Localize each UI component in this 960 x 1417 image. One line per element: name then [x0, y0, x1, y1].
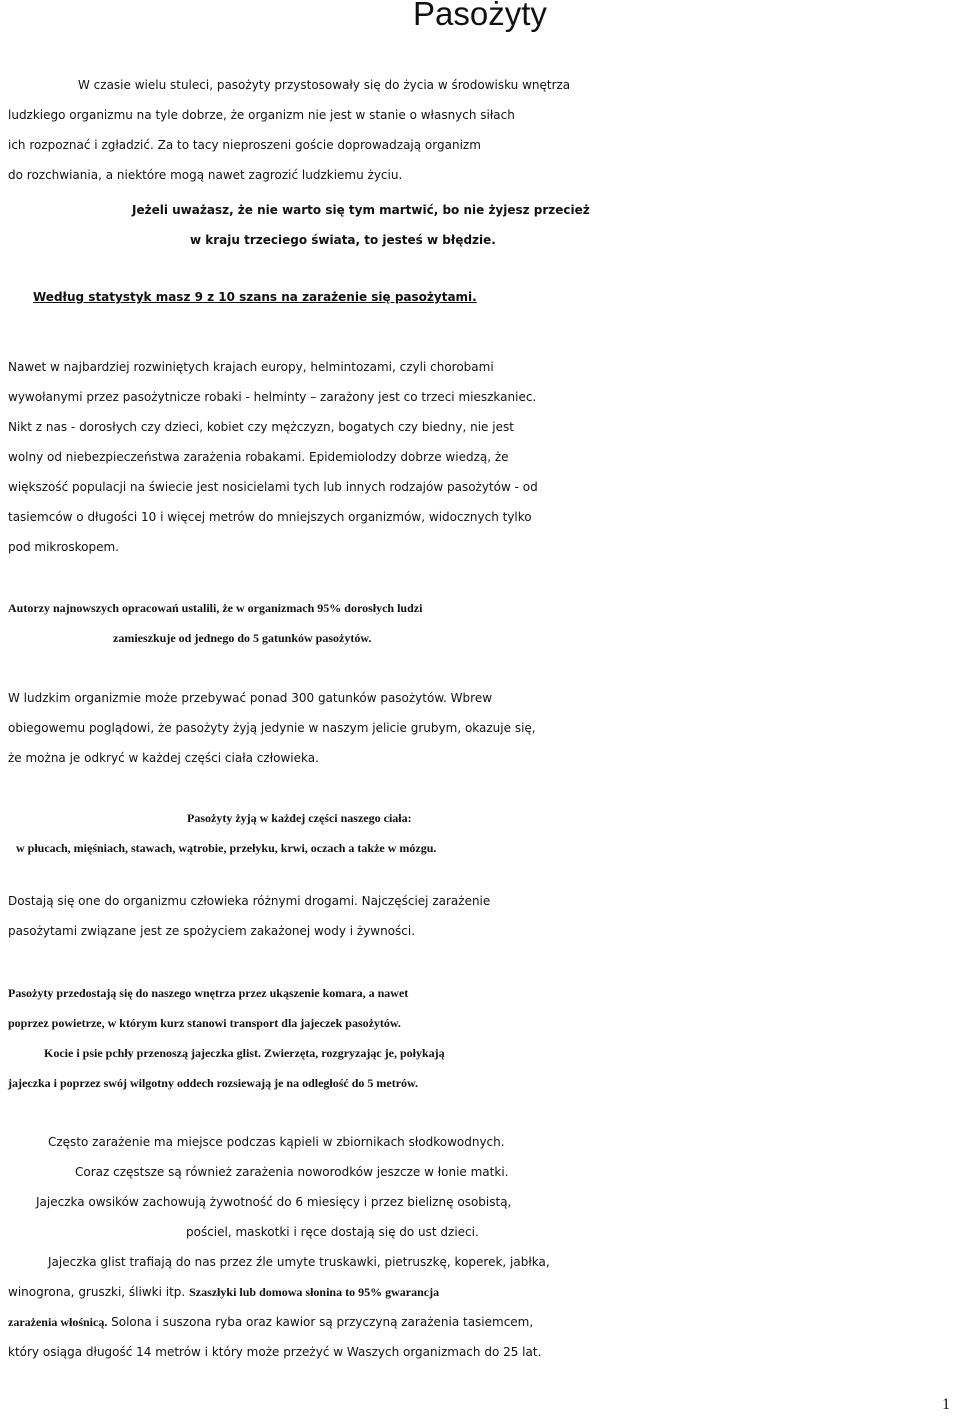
- text-line: jajeczka i poprzez swój wilgotny oddech rozsiewają je na odległość do 5 metrów.: [8, 1076, 419, 1090]
- text-line: obiegowemu poglądowi, że pasożyty żyją jedynie w naszym jelicie grubym, okazuje się,: [8, 721, 536, 735]
- text-line: w płucach, mięśniach, stawach, wątrobie, przełyku, krwi, oczach a także w mózgu.: [16, 841, 437, 855]
- text-line: większość populacji na świecie jest nosicielami tych lub innych rodzajów pasożytów - od: [8, 480, 538, 494]
- text-line: pod mikroskopem.: [8, 540, 119, 554]
- bold-span: zarażenia włośnicą.: [8, 1315, 108, 1329]
- text-line: [8, 1277, 960, 1307]
- statistic-heading: Według statystyk masz 9 z 10 szans na zarażenie się pasożytami.: [33, 290, 477, 304]
- text-line: W czasie wielu stuleci, pasożyty przystosowały się do życia w środowisku wnętrza: [78, 78, 571, 92]
- text-line: Często zarażenie ma miejsce podczas kąpieli w zbiornikach słodkowodnych.: [48, 1135, 505, 1149]
- text-line: pasożytami związane jest ze spożyciem zakażonej wody i żywności.: [8, 924, 416, 938]
- text-line: W ludzkim organizmie może przebywać ponad 300 gatunków pasożytów. Wbrew: [8, 691, 493, 705]
- text-span: winogrona, gruszki, śliwki itp.: [8, 1285, 190, 1299]
- text-line: Jajeczka glist trafiają do nas przez źle umyte truskawki, pietruszkę, koperek, jabłka,: [48, 1255, 550, 1269]
- text-line: poprzez powietrze, w którym kurz stanowi transport dla jajeczek pasożytów.: [8, 1016, 401, 1030]
- text-line: Jajeczka owsików zachowują żywotność do 6 miesięcy i przez bieliznę osobistą,: [36, 1195, 512, 1209]
- text-line: wolny od niebezpieczeństwa zarażenia robakami. Epidemiolodzy dobrze wiedzą, że: [8, 450, 509, 464]
- text-span: Solona i suszona ryba oraz kawior są przyczyną zarażenia tasiemcem,: [107, 1315, 534, 1329]
- text-line: Coraz częstsze są również zarażenia noworodków jeszcze w łonie matki.: [75, 1165, 509, 1179]
- text-line: tasiemców o długości 10 i więcej metrów do mniejszych organizmów, widocznych tylko: [8, 510, 532, 524]
- text-line: Dostają się one do organizmu człowieka różnymi drogami. Najczęściej zarażenie: [8, 894, 491, 908]
- text-line: ludzkiego organizmu na tyle dobrze, że organizm nie jest w stanie o własnych siłach: [8, 108, 515, 122]
- text-line: Autorzy najnowszych opracowań ustalili, że w organizmach 95% dorosłych ludzi: [8, 601, 423, 615]
- text-line: do rozchwiania, a niektóre mogą nawet zagrozić ludzkiemu życiu.: [8, 168, 403, 182]
- text-line: wywołanymi przez pasożytnicze robaki - helminty – zarażony jest co trzeci mieszkaniec.: [8, 390, 537, 404]
- text-line: Kocie i psie pchły przenoszą jajeczka glist. Zwierzęta, rozgryzając je, połykają: [44, 1046, 445, 1060]
- page-title: Pasożyty: [413, 0, 547, 32]
- text-line: ich rozpoznać i zgładzić. Za to tacy nieproszeni goście doprowadzają organizm: [8, 138, 481, 152]
- bold-span: Szaszłyki lub domowa słonina to 95% gwarancja: [189, 1285, 440, 1299]
- text-line: Jeżeli uważasz, że nie warto się tym martwić, bo nie żyjesz przecież: [132, 203, 590, 217]
- page-number: 1: [942, 1396, 950, 1413]
- text-line: pościel, maskotki i ręce dostają się do ust dzieci.: [186, 1225, 479, 1239]
- text-line: zamieszkuje od jednego do 5 gatunków pasożytów.: [113, 631, 372, 645]
- text-line: który osiąga długość 14 metrów i który może przeżyć w Waszych organizmach do 25 lat.: [8, 1345, 542, 1359]
- text-line: że można je odkryć w każdej części ciała człowieka.: [8, 751, 319, 765]
- text-line: [8, 1307, 960, 1337]
- text-line: w kraju trzeciego świata, to jesteś w błędzie.: [190, 233, 496, 247]
- text-line: Pasożyty przedostają się do naszego wnętrza przez ukąszenie komara, a nawet: [8, 986, 409, 1000]
- text-line: Nawet w najbardziej rozwiniętych krajach europy, helmintozami, czyli chorobami: [8, 360, 494, 374]
- text-line: Pasożyty żyją w każdej części naszego ciała:: [187, 811, 412, 825]
- text-line: Nikt z nas - dorosłych czy dzieci, kobiet czy mężczyzn, bogatych czy biedny, nie jest: [8, 420, 514, 434]
